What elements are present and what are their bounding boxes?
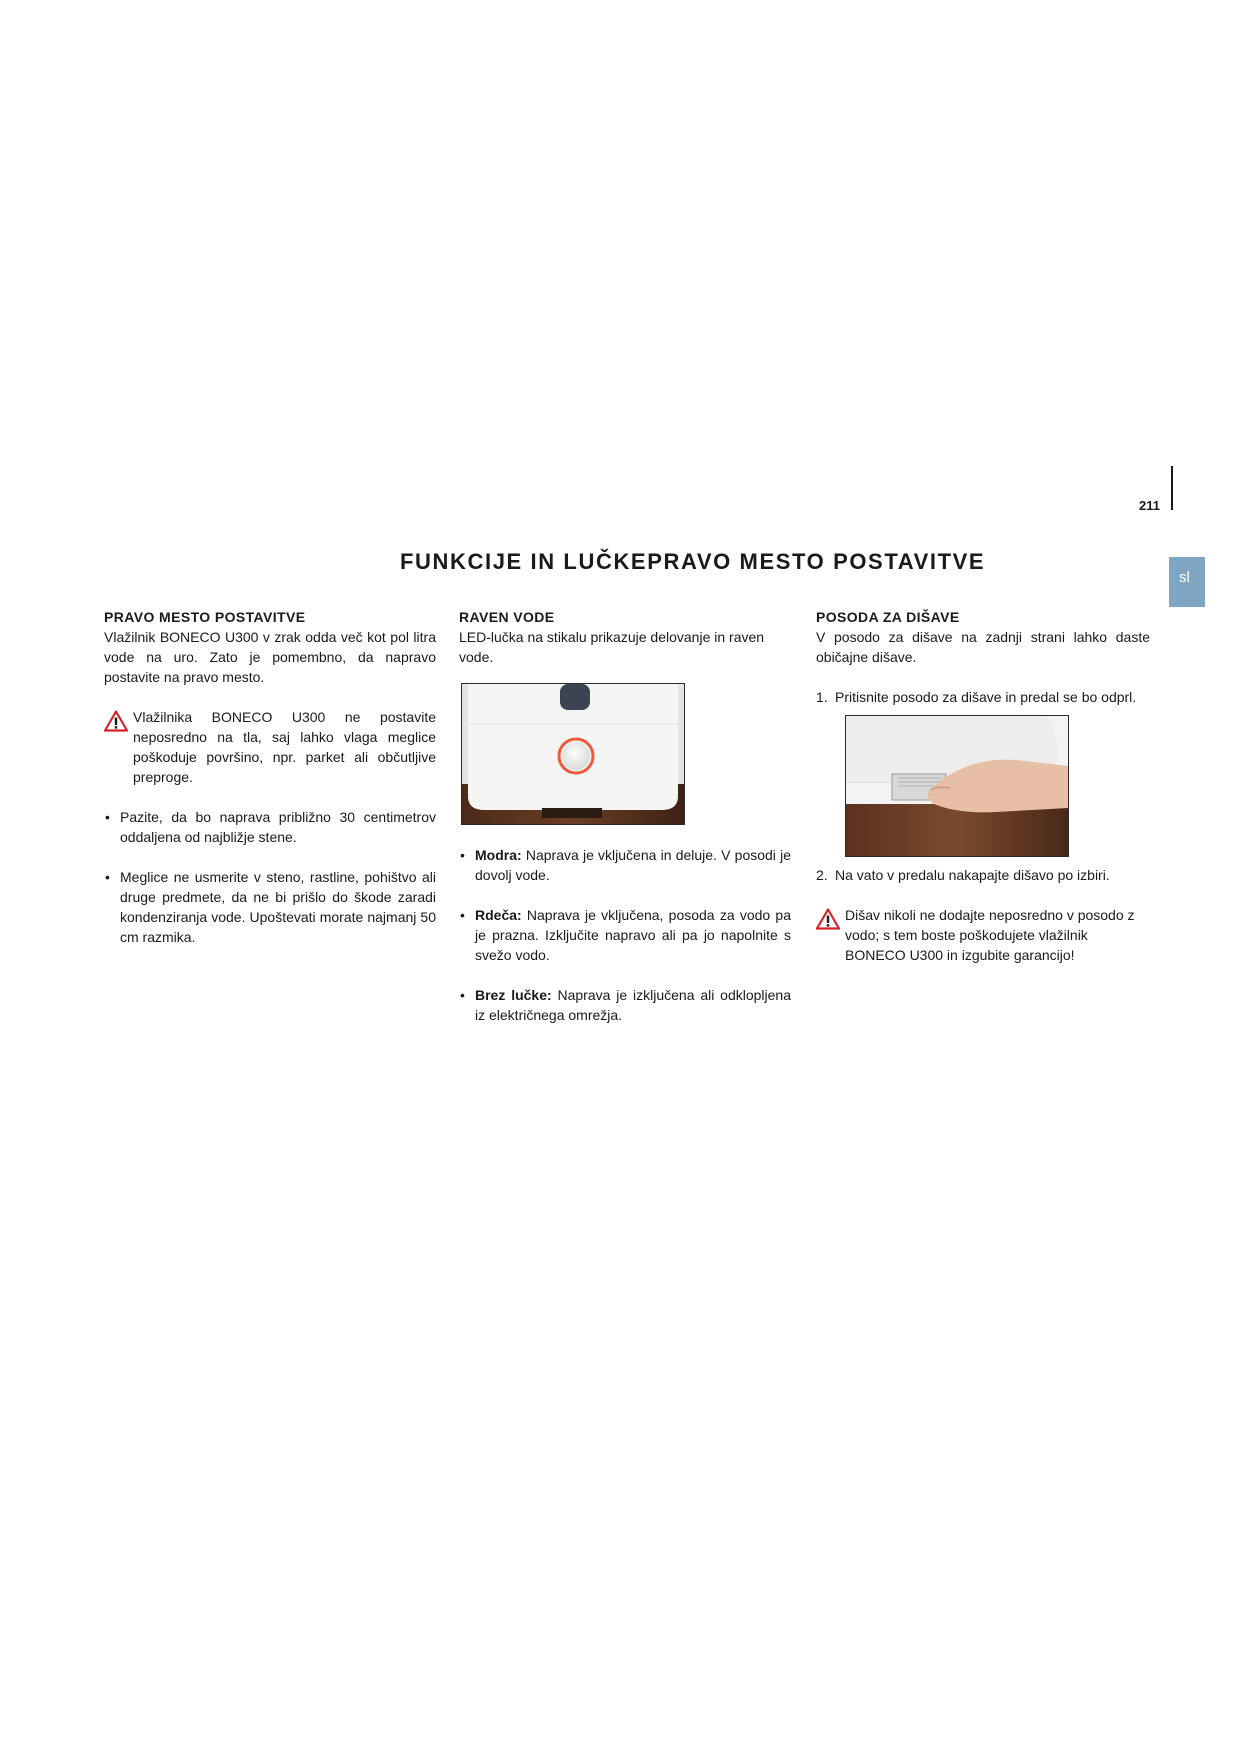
list-item [104,867,436,947]
bullet-dot: • [460,907,465,923]
step-item [816,865,1150,885]
bullet-dot: • [460,987,465,1003]
fragrance-drawer-illustration [846,716,1068,856]
step-number: 1. [816,689,828,705]
right-column [816,607,1150,965]
bullet-dot: • [105,809,110,825]
bullet-text: Meglice ne usmerite v steno, rastline, pohištvo ali druge predmete, da ne bi prišlo do škode zaradi kondenziranja vode. Upoštevati morate najmanj 50 cm razmika. [120,869,436,945]
warning-text: Dišav nikoli ne dodajte neposredno v posodo z vodo; s tem boste poškodujete vlažilnik BONECO U300 in izgubite garancijo! [845,907,1135,963]
bullet-dot: • [105,869,110,885]
page-rule [1171,466,1173,510]
section-heading-placement: PRAVO MESTO POSTAVITVE [104,609,306,625]
bullet-label: Rdeča: [475,907,522,923]
warning-triangle-icon [104,710,128,732]
step-item [816,687,1150,707]
list-item-red [459,905,791,965]
fragrance-intro: V posodo za dišave na zadnji strani lahko daste običajne dišave. [816,629,1150,665]
water-level-intro: LED-lučka na stikalu prikazuje delovanje in raven vode. [459,629,765,665]
list-item-blue [459,845,791,885]
page-number: 211 [1139,498,1160,513]
list-item [104,807,436,847]
step-text: Na vato v predalu nakapajte dišavo po izbiri. [835,867,1110,883]
bullet-dot: • [460,847,465,863]
placement-warning [104,707,436,787]
bullet-text: Naprava je vključena, posoda za vodo pa je prazna. Izključite napravo ali pa jo napolnite s svežo vodo. [475,907,791,963]
humidifier-led-illustration [462,684,684,824]
humidifier-led-photo [461,683,685,825]
step-number: 2. [816,867,828,883]
list-item-off [459,985,791,1025]
placement-intro: Vlažilnik BONECO U300 v zrak odda več kot pol litra vode na uro. Zato je pomembno, da napravo postavite na pravo mesto. [104,629,436,685]
fragrance-warning [816,905,1150,965]
left-column [104,607,436,947]
fragrance-drawer-photo [845,715,1069,857]
warning-triangle-icon [816,908,840,930]
section-heading-water-level: RAVEN VODE [459,609,555,625]
section-heading-fragrance: POSODA ZA DIŠAVE [816,609,960,625]
language-tab[interactable]: sl [1169,557,1205,607]
middle-column [459,607,791,1025]
bullet-label: Brez lučke: [475,987,552,1003]
bullet-text: Naprava je izključena ali odklopljena iz električnega omrežja. [475,987,791,1023]
page-title: FUNKCIJE IN LUČKEPRAVO MESTO POSTAVITVE [400,549,986,574]
bullet-text: Pazite, da bo naprava približno 30 centimetrov oddaljena od najbližje stene. [120,809,436,845]
step-text: Pritisnite posodo za dišave in predal se bo odprl. [835,689,1137,705]
warning-text: Vlažilnika BONECO U300 ne postavite neposredno na tla, saj lahko vlaga meglice poškoduje površino, npr. parket ali občutljive preproge. [133,709,436,785]
bullet-label: Modra: [475,847,522,863]
bullet-text: Naprava je vključena in deluje. V posodi je dovolj vode. [475,847,791,883]
